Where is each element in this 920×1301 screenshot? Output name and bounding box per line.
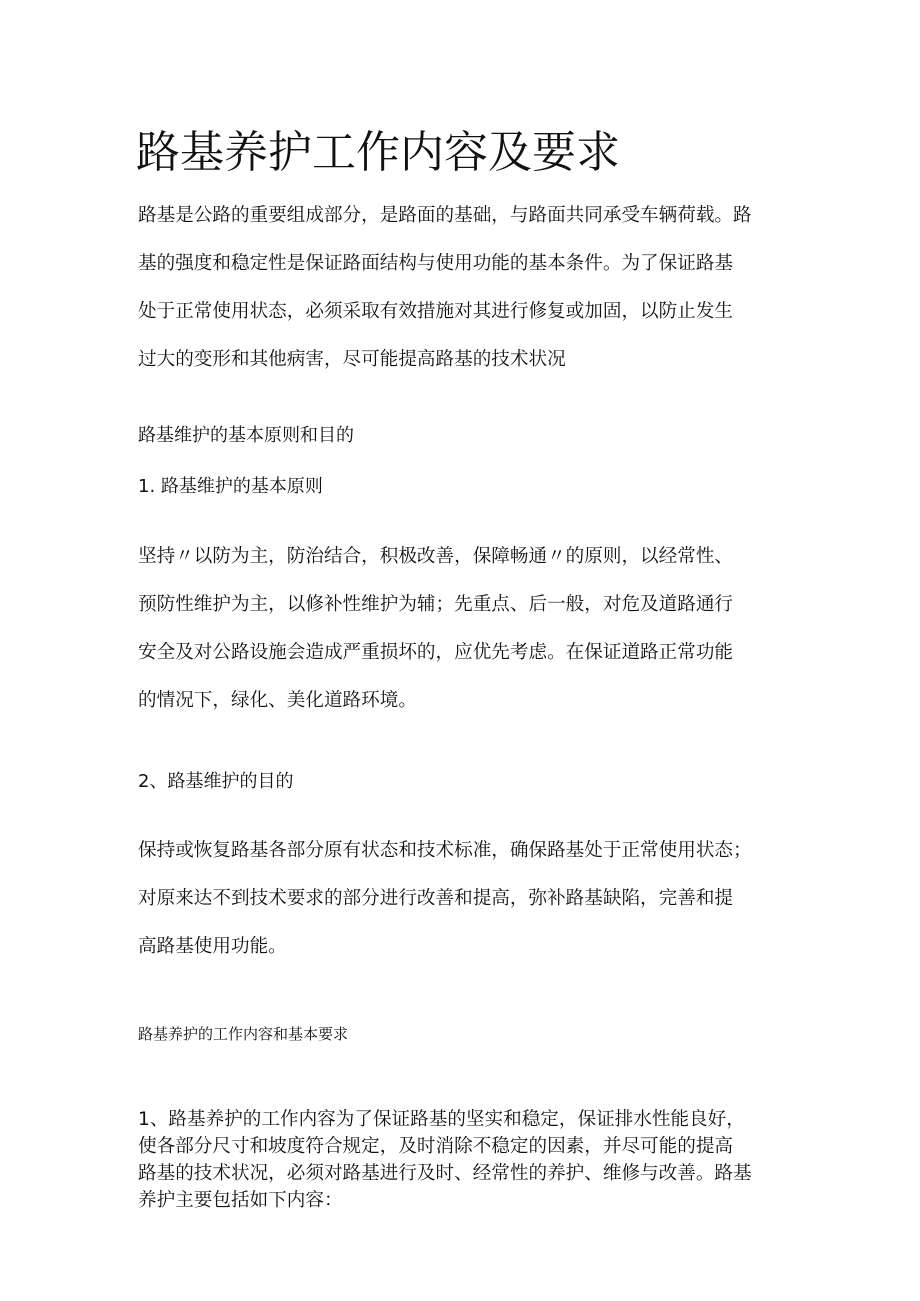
section-heading-principles: 路基维护的基本原则和目的: [138, 425, 354, 446]
section-heading-work-content: 路基养护的工作内容和基本要求: [138, 1025, 349, 1043]
intro-paragraph: [138, 192, 798, 384]
text-line: 1、路基养护的工作内容为了保证路基的坚实和稳定，保证排水性能良好，: [138, 1109, 745, 1130]
text-line: 处于正常使用状态，必须采取有效措施对其进行修复或加固，以防止发生: [138, 301, 734, 322]
work-content-paragraph: [138, 1106, 798, 1214]
text-line: 预防性维护为主，以修补性维护为辅；先重点、后一般，对危及道路通行: [138, 594, 734, 615]
subsection-heading-purpose: 2、路基维护的目的: [138, 771, 294, 792]
text-line: 基的强度和稳定性是保证路面结构与使用功能的基本条件。为了保证路基: [138, 253, 734, 274]
text-line: 的情况下，绿化、美化道路环境。: [138, 690, 417, 711]
text-line: 养护主要包括如下内容：: [138, 1190, 343, 1211]
text-line: 过大的变形和其他病害，尽可能提高路基的技术状况: [138, 349, 566, 370]
subsection-heading-basic-principle: 1. 路基维护的基本原则: [138, 476, 323, 497]
text-line: 路基的技术状况，必须对路基进行及时、经常性的养护、维修与改善。路基: [138, 1163, 752, 1184]
text-line: 使各部分尺寸和坡度符合规定，及时消除不稳定的因素，并尽可能的提高: [138, 1136, 734, 1157]
text-line: 路基是公路的重要组成部分，是路面的基础，与路面共同承受车辆荷载。路: [138, 205, 752, 226]
text-line: 坚持〃以防为主，防治结合，积极改善，保障畅通〃的原则，以经常性、: [138, 546, 734, 567]
purpose-paragraph: [138, 827, 798, 971]
page-title: 路基养护工作内容及要求: [136, 127, 620, 178]
text-line: 安全及对公路设施会造成严重损坏的，应优先考虑。在保证道路正常功能: [138, 642, 734, 663]
text-line: 高路基使用功能。: [138, 936, 287, 957]
text-line: 保持或恢复路基各部分原有状态和技术标准，确保路基处于正常使用状态；: [138, 840, 752, 861]
text-line: 对原来达不到技术要求的部分进行改善和提高，弥补路基缺陷，完善和提: [138, 888, 734, 909]
basic-principle-paragraph: [138, 533, 798, 725]
